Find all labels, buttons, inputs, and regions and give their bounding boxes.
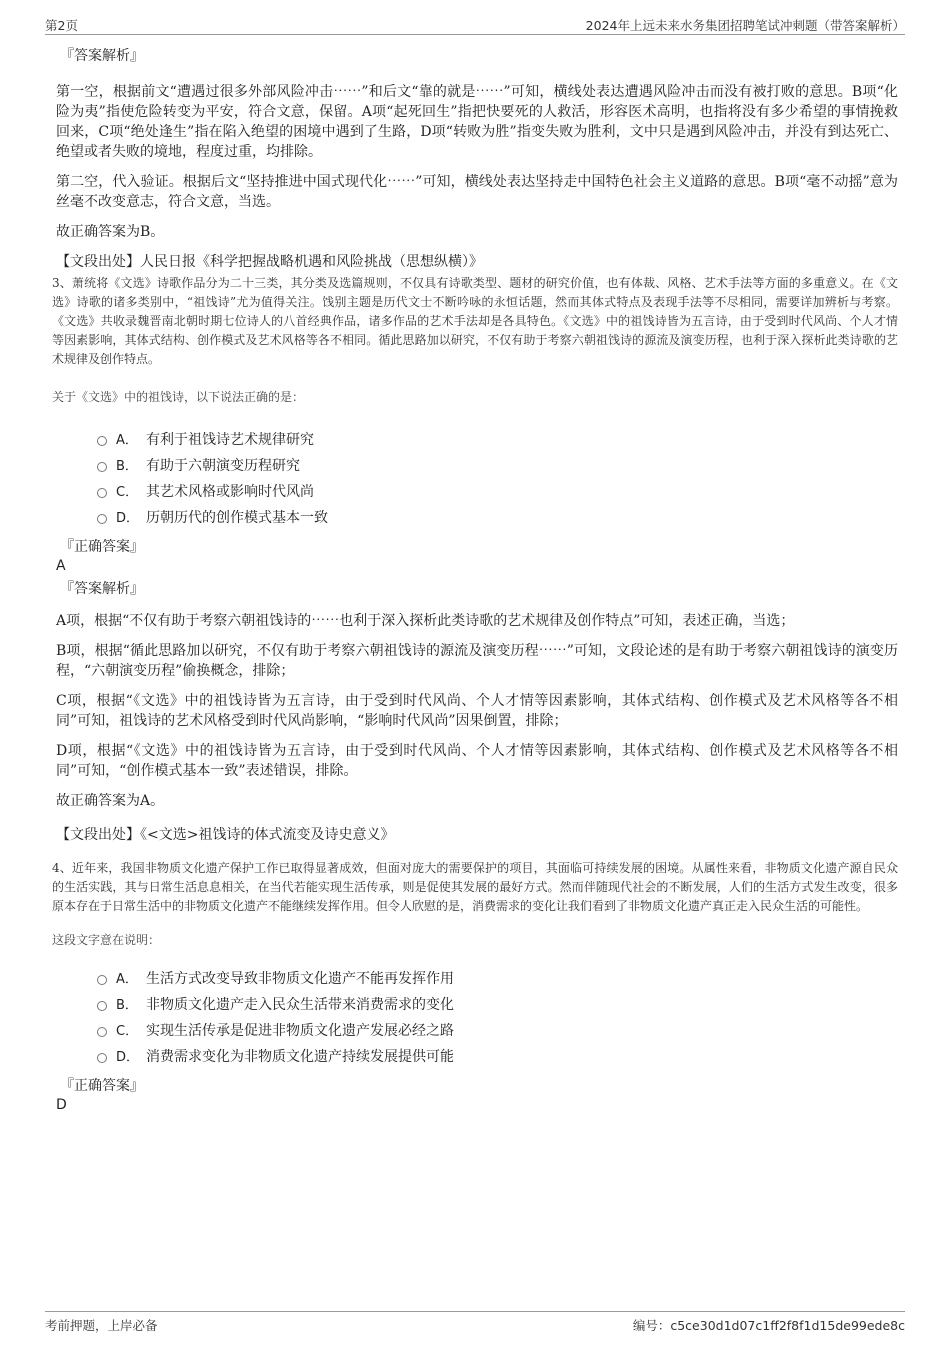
analysis-paragraph: 第一空，根据前文“遭遇过很多外部风险冲击⋯⋯”和后文“靠的就是⋯⋯”可知，横线处表达遭遇风险冲击而没有被打败的意思。B项“化险为夷”指使危险转变为平安，符合文意，保留。A项“起死回生”指把快要死的人救活，形容医术高明，也指将没有多少希望的事情挽救回来，C项“绝处逢生”指在陷入绝望的困境中遇到了生路，D项“转败为胜”指变失败为胜利，文中只是遇到风险冲击，并没有到达死亡、绝望或者失败的境地，程度过重，均排除。 [56,84,898,160]
source-citation: 【文段出处】《<文选>祖饯诗的体式流变及诗史意义》 [56,827,395,843]
document-body [52,44,898,1114]
analysis-paragraph: D项，根据“《文选》中的祖饯诗皆为五言诗，由于受到时代风尚、个人才情等因素影响，其体式结构、创作模式及艺术风格等各不相同”可知，“创作模式基本一致”表述错误，排除。 [56,743,898,779]
question-prompt: 这段文字意在说明： [52,933,161,947]
options-list [56,427,898,531]
source-citation: 【文段出处】人民日报《科学把握战略机遇和风险挑战（思想纵横）》 [56,254,483,270]
page-footer [45,1311,905,1334]
analysis-paragraph: 第二空，代入验证。根据后文“坚持推进中国式现代化⋯⋯”可知，横线处表达坚持走中国特色社会主义道路的意思。B项“毫不动摇”意为丝毫不改变意志，符合文意，当选。 [56,174,898,210]
correct-answer: A [56,558,66,574]
option-b[interactable]: B． 非物质文化遗产走入民众生活带来消费需求的变化 [56,992,898,1018]
option-c[interactable]: C． 其艺术风格或影响时代风尚 [56,479,898,505]
question-passage: 4、近年来，我国非物质文化遗产保护工作已取得显著成效，但面对庞大的需要保护的项目，其面临可持续发展的困境。从属性来看，非物质文化遗产源自民众的生活实践，其与日常生活息息相关，在当代若能实现生活传承，则是促使其发展的最好方式。然而伴随现代社会的不断发展，人们的生活方式发生改变，很多原本存在于日常生活中的非物质文化遗产不能继续发挥作用。但令人欣慰的是，消费需求的变化让我们看到了非物质文化遗产真正走入民众生活的可能性。 [52,861,898,913]
radio-button[interactable] [97,436,107,446]
document-title: 2024年上远未来水务集团招聘笔试冲刺题（带答案解析） [585,18,905,33]
radio-button[interactable] [97,1053,107,1063]
option-b[interactable]: B． 有助于六朝演变历程研究 [56,453,898,479]
analysis-paragraph: C项，根据“《文选》中的祖饯诗皆为五言诗，由于受到时代风尚、个人才情等因素影响，其体式结构、创作模式及艺术风格等各不相同”可知，祖饯诗的艺术风格受到时代风尚影响，“影响时代风尚”因果倒置，排除； [56,693,898,729]
question-passage: 3、萧统将《文选》诗歌作品分为二十三类，其分类及选篇规则，不仅具有诗歌类型、题材的研究价值，也有体裁、风格、艺术手法等方面的多重意义。在《文选》诗歌的诸多类别中，“祖饯诗”尤为值得关注。饯别主题是历代文士不断吟咏的永恒话题，然而其体式特点及表现手法等不尽相同，需要详加辨析与考察。《文选》共收录魏晋南北朝时期七位诗人的八首经典作品，诸多作品的艺术手法却是各具特色。《文选》中的祖饯诗皆为五言诗，由于受到时代风尚、个人才情等因素影响，其体式结构、创作模式及艺术风格等各不相同。循此思路加以研究，不仅有助于考察六朝祖饯诗的源流及演变历程，也利于深入探析此类诗歌的艺术规律及创作特点。 [52,276,898,366]
correct-answer-label: 『正确答案』 [60,539,144,555]
analysis-paragraph: A项，根据“不仅有助于考察六朝祖饯诗的⋯⋯也利于深入探析此类诗歌的艺术规律及创作特点”可知，表述正确，当选； [56,613,795,629]
option-a[interactable]: A． 有利于祖饯诗艺术规律研究 [56,427,898,453]
footer-slogan: 考前押题，上岸必备 [45,1318,158,1333]
analysis-paragraph: B项，根据“循此思路加以研究，不仅有助于考察六朝祖饯诗的源流及演变历程⋯⋯”可知，文段论述的是有助于考察六朝祖饯诗的演变历程，“六朝演变历程”偷换概念，排除； [56,643,898,679]
radio-button[interactable] [97,1001,107,1011]
option-a[interactable]: A． 生活方式改变导致非物质文化遗产不能再发挥作用 [56,966,898,992]
options-list [56,966,898,1070]
page-header [45,14,905,35]
correct-answer-label: 『正确答案』 [60,1078,144,1094]
radio-button[interactable] [97,514,107,524]
analysis-label: 『答案解析』 [60,48,144,64]
radio-button[interactable] [97,1027,107,1037]
analysis-label: 『答案解析』 [60,581,144,597]
question-prompt: 关于《文选》中的祖饯诗，以下说法正确的是： [52,390,305,404]
option-d[interactable]: D． 历朝历代的创作模式基本一致 [56,505,898,531]
radio-button[interactable] [97,462,107,472]
document-code: 编号：c5ce30d1d07c1ff2f8f1d15de99ede8c [632,1318,905,1333]
radio-button[interactable] [97,975,107,985]
analysis-conclusion: 故正确答案为A。 [56,793,165,809]
analysis-conclusion: 故正确答案为B。 [56,224,165,240]
option-d[interactable]: D． 消费需求变化为非物质文化遗产持续发展提供可能 [56,1044,898,1070]
correct-answer: D [56,1097,67,1113]
page-number: 第2页 [45,18,78,33]
radio-button[interactable] [97,488,107,498]
option-c[interactable]: C． 实现生活传承是促进非物质文化遗产发展必经之路 [56,1018,898,1044]
